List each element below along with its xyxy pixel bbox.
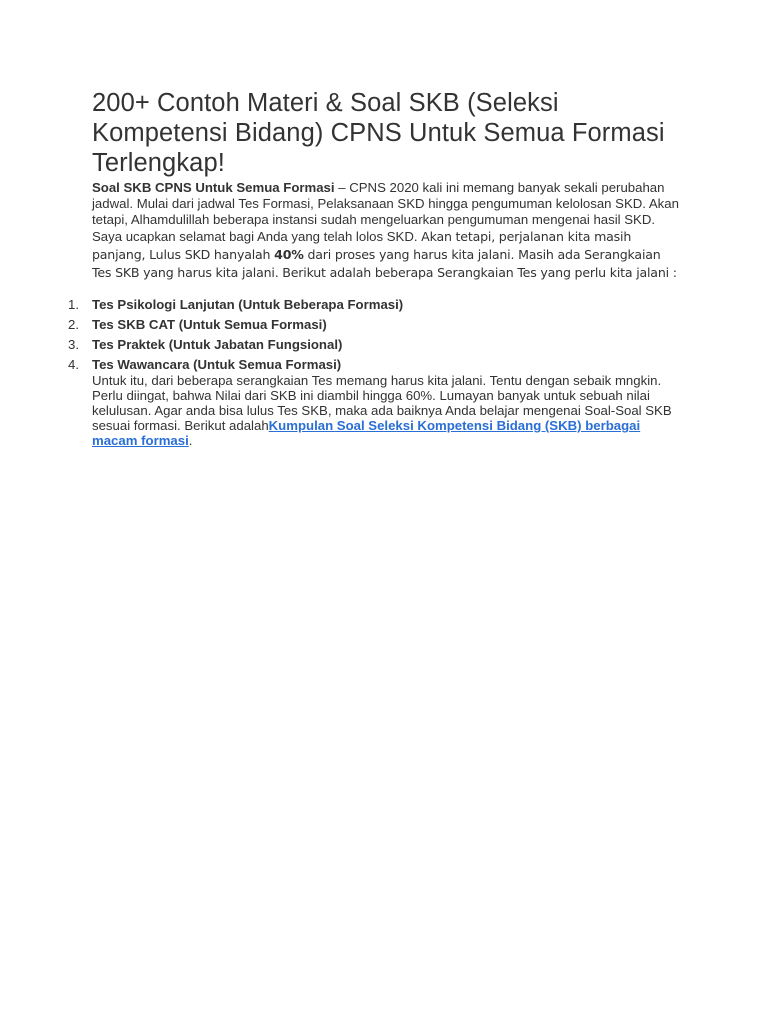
intro-bold-lead: Soal SKB CPNS Untuk Semua Formasi [92,180,335,195]
list-item [70,317,682,333]
list-item-number: 1. [68,297,79,312]
list-item-text: Tes Psikologi Lanjutan (Untuk Beberapa Formasi) [92,297,404,312]
list-item [70,297,682,313]
list-item [70,337,682,353]
intro-text-1: – CPNS 2020 kali ini memang banyak sekali perubahan jadwal. Mulai dari jadwal Tes Formasi, Pelaksanaan SKD hingga pengumuman kelolosan SKD. Akan tetapi, Alhamdulillah beberapa instansi sudah mengeluarkan pengumuman mengenai hasil SKD. Saya ucapkan selamat bagi Anda yang telah lolos SKD. [92,180,679,244]
list-item-text: Tes SKB CAT (Untuk Semua Formasi) [92,317,327,332]
page-title: 200+ Contoh Materi & Soal SKB (Seleksi Kompetensi Bidang) CPNS Untuk Semua Formasi Terlengkap! [92,89,665,177]
intro-paragraph [92,180,682,282]
intro-text-2-bold: 40% [274,247,304,262]
outro-paragraph [92,373,682,448]
outro-end: . [188,433,193,448]
list-item-number: 4. [68,357,79,372]
list-item-text: Tes Wawancara (Untuk Semua Formasi) [92,357,342,372]
document-page [68,88,682,448]
list-item [70,357,682,373]
intro-text-2b: dari proses yang harus kita jalani. Masih ada Serangkaian Tes SKB yang harus kita jalani. Berikut adalah beberapa Serangkaian Tes yang perlu kita jalani : [92,247,677,280]
skb-collection-link[interactable]: Kumpulan Soal Seleksi Kompetensi Bidang (SKB) berbagai macam formasi [92,418,641,448]
list-item-text: Tes Praktek (Untuk Jabatan Fungsional) [92,337,343,352]
outro-text: Untuk itu, dari beberapa serangkaian Tes memang harus kita jalani. Tentu dengan sebaik mngkin. Perlu diingat, bahwa Nilai dari SKB ini diambil hingga 60%. Lumayan banyak untuk sebuah nilai kelulusan. Agar anda bisa lulus Tes SKB, maka ada baiknya Anda belajar mengenai Soal-Soal SKB sesuai formasi. Berikut adalah [92,373,672,433]
list-item-number: 3. [68,337,79,352]
intro-text-2a: Akan tetapi, perjalanan kita masih panjang, Lulus SKD hanyalah [92,229,632,262]
list-item-number: 2. [68,317,79,332]
test-list [70,297,682,373]
